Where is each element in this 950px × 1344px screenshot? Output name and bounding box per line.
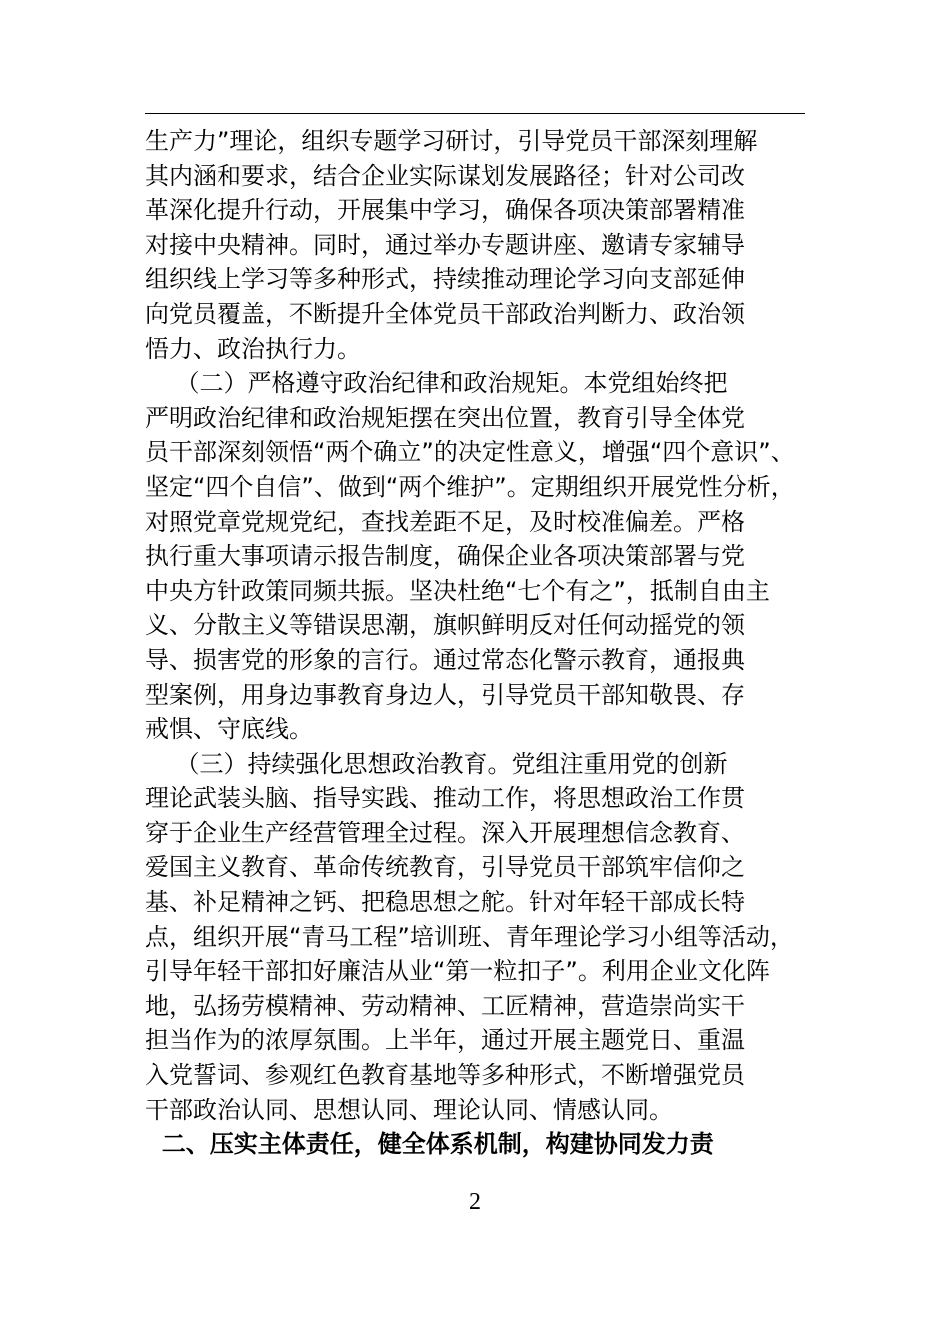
text-line: 理论武装头脑、指导实践、推动工作，将思想政治工作贯 xyxy=(145,784,745,813)
text-line: 对照党章党规党纪，查找差距不足，及时校准偏差。严格 xyxy=(145,507,745,536)
text-line: 生产力”理论，组织专题学习研讨，引导党员干部深刻理解 xyxy=(145,127,758,155)
text-line: 入党誓词、参观红色教育基地等多种形式，不断增强党员 xyxy=(145,1061,745,1090)
text-line: 悟力、政治执行力。 xyxy=(145,334,361,363)
text-line: 向党员覆盖，不断提升全体党员干部政治判断力、政治领 xyxy=(145,299,745,328)
text-line: 点，组织开展“青马工程”培训班、青年理论学习小组等活动， xyxy=(145,922,794,951)
text-line: 型案例，用身边事教育身边人，引导党员干部知敬畏、存 xyxy=(145,680,745,709)
text-line: 导、损害党的形象的言行。通过常态化警示教育，通报典 xyxy=(145,645,745,674)
text-line: 地，弘扬劳模精神、劳动精神、工匠精神，营造崇尚实干 xyxy=(145,991,745,1020)
text-line: 革深化提升行动，开展集中学习，确保各项决策部署精准 xyxy=(145,196,745,225)
text-line: 引导年轻干部扣好廉洁从业“第一粒扣子”。利用企业文化阵 xyxy=(145,957,770,986)
text-line: 担当作为的浓厚氛围。上半年，通过开展主题党日、重温 xyxy=(145,1026,745,1055)
text-line: （二）严格遵守政治纪律和政治规矩。本党组始终把 xyxy=(145,369,728,398)
text-line: 坚定“四个自信”、做到“两个维护”。定期组织开展党性分析， xyxy=(145,472,795,501)
text-line: 其内涵和要求，结合企业实际谋划发展路径；针对公司改 xyxy=(145,161,745,190)
text-line: 穿于企业生产经营管理全过程。深入开展理想信念教育、 xyxy=(145,818,745,847)
text-line: 义、分散主义等错误思潮，旗帜鲜明反对任何动摇党的领 xyxy=(145,611,745,640)
text-line: 对接中央精神。同时，通过举办专题讲座、邀请专家辅导 xyxy=(145,230,745,259)
page-number: 2 xyxy=(469,1189,481,1215)
text-line: 中央方针政策同频共振。坚决杜绝“七个有之”，抵制自由主 xyxy=(145,576,770,605)
text-line: 爱国主义教育、革命传统教育，引导党员干部筑牢信仰之 xyxy=(145,853,745,882)
text-line: （三）持续强化思想政治教育。党组注重用党的创新 xyxy=(145,749,728,778)
text-line: 基、补足精神之钙、把稳思想之舵。针对年轻干部成长特 xyxy=(145,888,745,917)
text-line: 严明政治纪律和政治规矩摆在突出位置，教育引导全体党 xyxy=(145,403,745,432)
text-line: 干部政治认同、思想认同、理论认同、情感认同。 xyxy=(145,1095,673,1124)
document-body xyxy=(145,124,835,1162)
text-line: 组织线上学习等多种形式，持续推动理论学习向支部延伸 xyxy=(145,265,745,294)
section-heading: 二、压实主体责任，健全体系机制，构建协同发力责 xyxy=(145,1130,714,1159)
text-line: 员干部深刻领悟“两个确立”的决定性意义，增强“四个意识”、 xyxy=(145,438,795,467)
header-rule xyxy=(145,113,805,114)
text-line: 执行重大事项请示报告制度，确保企业各项决策部署与党 xyxy=(145,542,745,571)
text-line: 戒惧、守底线。 xyxy=(145,715,313,744)
